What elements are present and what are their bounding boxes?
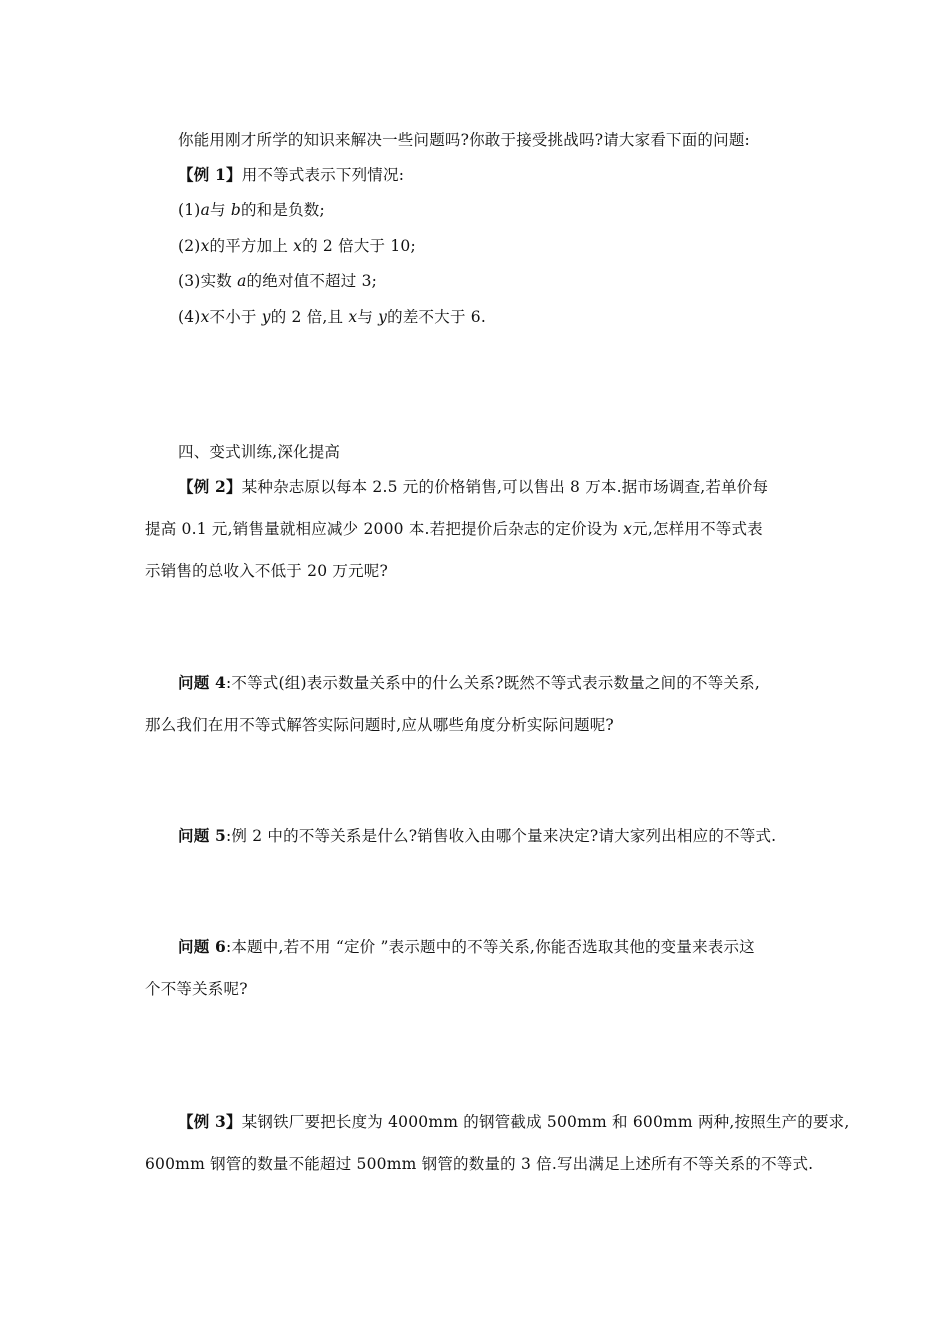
item-prefix: (3) <box>178 272 201 290</box>
variable: a <box>200 201 211 219</box>
item-text: 不小于 <box>209 308 262 326</box>
question6-text: :本题中,若不用 “定价 ”表示题中的不等关系,你能否选取其他的变量来表示这 <box>225 938 755 956</box>
question5-label: 问题 5 <box>178 826 226 845</box>
question4-line-2: 那么我们在用不等式解答实际问题时,应从哪些角度分析实际问题呢? <box>145 716 614 734</box>
item-text: 的绝对值不超过 3; <box>246 272 378 290</box>
example1-item-4 <box>178 307 838 327</box>
question6-line-1 <box>178 937 838 957</box>
item-prefix: (2) <box>178 237 201 255</box>
variable: x <box>200 237 210 255</box>
question4-line-1 <box>178 673 838 693</box>
variable: x <box>200 308 210 326</box>
variable: x <box>623 520 633 538</box>
example2-text: 某种杂志原以每本 2.5 元的价格销售,可以售出 8 万本.据市场调查,若单价每 <box>241 478 769 496</box>
question4-label: 问题 4 <box>178 673 226 692</box>
item-text: 与 <box>357 308 379 326</box>
item-text: 的和是负数; <box>240 201 325 219</box>
item-text: 的差不大于 6. <box>387 308 486 326</box>
example3-line-2: 600mm 钢管的数量不能超过 500mm 钢管的数量的 3 倍.写出满足上述所有不等关系的不等式. <box>145 1155 814 1173</box>
intro-paragraph: 你能用刚才所学的知识来解决一些问题吗?你敢于接受挑战吗?请大家看下面的问题: <box>178 131 750 149</box>
variable: y <box>378 308 388 326</box>
example1-item-1 <box>178 200 838 220</box>
example2-text: 提高 0.1 元,销售量就相应减少 2000 本.若把提价后杂志的定价设为 <box>145 520 624 538</box>
item-text: 实数 <box>200 272 238 290</box>
example3-line-1 <box>178 1112 850 1132</box>
example2-line-1 <box>178 477 838 497</box>
example2-line-2 <box>145 519 805 539</box>
example1-item-2 <box>178 236 838 256</box>
variable: x <box>293 237 303 255</box>
section4-heading: 四、变式训练,深化提高 <box>178 443 341 461</box>
question6-label: 问题 6 <box>178 937 226 956</box>
example1-label: 【例 1】 <box>178 165 242 184</box>
item-text: 的平方加上 <box>209 237 294 255</box>
example3-label: 【例 3】 <box>178 1112 242 1131</box>
variable: b <box>230 201 241 219</box>
example2-label: 【例 2】 <box>178 477 242 496</box>
question5-line-1 <box>178 826 838 846</box>
example2-text: 元,怎样用不等式表 <box>632 520 763 538</box>
variable: x <box>348 308 358 326</box>
item-text: 的 2 倍,且 <box>270 308 349 326</box>
item-text: 的 2 倍大于 10; <box>302 237 416 255</box>
example2-line-3: 示销售的总收入不低于 20 万元呢? <box>145 562 388 580</box>
item-text: 与 <box>210 201 231 219</box>
item-prefix: (1) <box>178 201 201 219</box>
item-prefix: (4) <box>178 308 201 326</box>
variable: a <box>237 272 247 290</box>
example1-heading <box>178 165 838 185</box>
question4-text: :不等式(组)表示数量关系中的什么关系?既然不等式表示数量之间的不等关系, <box>225 674 760 692</box>
variable: y <box>261 308 271 326</box>
example1-text: 用不等式表示下列情况: <box>241 166 405 184</box>
question6-line-2: 个不等关系呢? <box>145 980 248 998</box>
question5-text: :例 2 中的不等关系是什么?销售收入由哪个量来决定?请大家列出相应的不等式. <box>225 827 777 845</box>
example1-item-3 <box>178 271 838 291</box>
example3-text: 某钢铁厂要把长度为 4000mm 的钢管截成 500mm 和 600mm 两种,按照生产的要求, <box>241 1113 850 1131</box>
